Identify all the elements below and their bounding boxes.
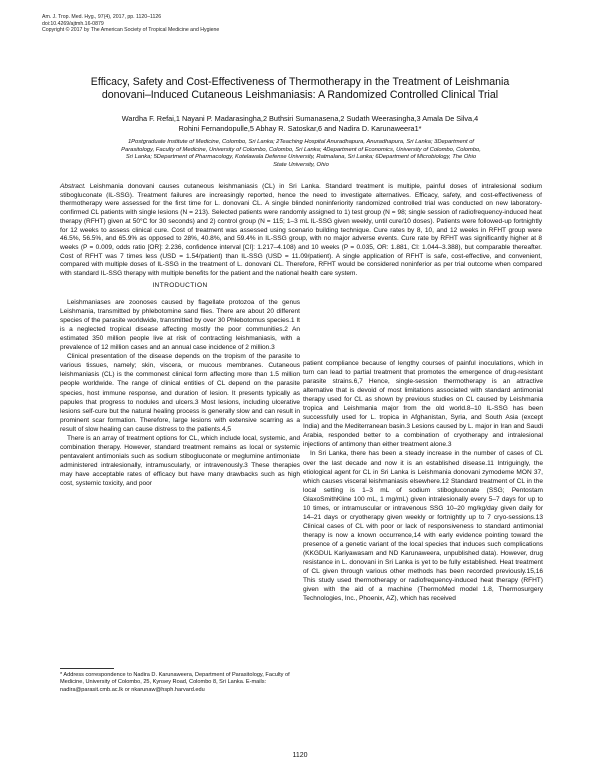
- author-list: [70, 114, 530, 133]
- affiliation-line-3: Sri Lanka; 5Department of Pharmacology, Kotelawala Defense University, Ratmalana, Sri Lanka; 6Department of Microbiology, The Ohio: [125, 154, 477, 161]
- intro-paragraph: Leishmaniases are zoonoses caused by flagellate protozoa of the genus Leishmania, transmitted by phlebotomine sand flies. There are about 20 different species of the parasite worldwide, transmitted by over 30 Phlebotomus species.1 It is a neglected tropical disease affecting mostly the poor communities.2 An estimated 350 million people live at risk of contracting leishmaniasis, with a prevalence of 12 million cases and an annual case incidence of 2 million.3: [60, 299, 300, 352]
- page-number: 1120: [292, 752, 308, 759]
- abstract-label: Abstract.: [60, 183, 86, 190]
- intro-paragraph: In Sri Lanka, there has been a steady increase in the number of cases of CL over the last decade and now it is an established disease.11 Intriguingly, the etiological agent for CL in Sri Lanka is Leishmania donovani zymodeme MON 37, which causes visceral leishmaniasis elsewhere.12 Standard treatment of CL in the local setting is 1–3 mL of sodium stibogluconate (SSG; Pentostam GlaxoSmithKline 100 mL, 1 mg/mL) given intralesionally every 5–7 days for up to 10 times, or intramuscular or intravenous SSG 10–20 mg/kg/day given daily for 14–21 days or cryotherapy given weekly or fortnightly up to 7 cryo-sessions.13 Clinical cases of CL with poor or lack of responsiveness to standard antimonial therapy is now a known occurrence,14 with early evidence pointing toward the presence of a genetic variant of the local species that induces such complications (KKGDUL Kariyawasam and ND Karunaweera, unpublished data). However, drug resistance in L. donovani in Sri Lanka is yet to be fully established. Heat treatment of CL given through various other methods has been recorded previously.15,16 This study used thermotherapy or radiofrequency-induced heat therapy (RFHT) given with the aid of a machine (ThermoMed model 1.8, Thermosurgery Technologies, Inc., Phoenix, AZ), which has received: [303, 450, 543, 603]
- journal-header: [42, 14, 219, 34]
- left-column: [60, 281, 300, 488]
- author-line-1: Wardha F. Refai,1 Nayani P. Madarasingha,2 Buthsiri Sumanasena,2 Sudath Weerasingha,3 Amala De Silva,4: [121, 114, 479, 123]
- title-line-1: Efficacy, Safety and Cost-Effectiveness of Thermotherapy in the Treatment of Leishmania: [90, 76, 510, 88]
- correspondence-footnote: * Address correspondence to Nadira D. Karunaweera, Department of Parasitology, Faculty of Medicine, University of Colombo, 25, Kynsey Road, Colombo 8, Sri Lanka. E-mails: nadira@parasit.cmb.ac.lk or nkarunaw@hsph.harvard.edu: [60, 672, 290, 693]
- affiliation-line-4: State University, Ohio: [273, 162, 329, 169]
- introduction-heading: INTRODUCTION: [152, 282, 208, 289]
- author-line-2: Rohini Fernandopulle,5 Abhay R. Satoskar,6 and Nadira D. Karunaweera1*: [178, 123, 422, 133]
- affiliations: [56, 139, 546, 170]
- journal-citation: Am. J. Trop. Med. Hyg., 97(4), 2017, pp. 1120–1126: [42, 14, 162, 20]
- affiliation-line-2: Parasitology, Faculty of Medicine, University of Colombo, Colombo, Sri Lanka; 4Department of Economics, University of Colombo, Colombo,: [121, 146, 481, 153]
- intro-paragraph: Clinical presentation of the disease depends on the tropism of the parasite to various tissues, namely; skin, viscera, or mucous membranes. Cutaneous leishmaniasis (CL) is the commonest clinical form affecting more than 1.5 million people worldwide. The range of clinical entities of CL depend on the parasite species, host immune response, and duration of lesion. It presents typically as papules that progress to nodules and ulcers.3 Most lesions, including ulcerative lesions self-cure but the natural healing process is generally slow and can result in prominent scar formation. Therefore, large lesions with extensive scarring as a result of slow healing can cause distress to the patients.4,5: [60, 353, 300, 433]
- affiliation-line-1: 1Postgraduate Institute of Medicine, Colombo, Sri Lanka; 2Teaching Hospital Anuradhapura, Anuradhapura, Sri Lanka; 3Department of: [127, 139, 475, 145]
- abstract: [60, 183, 542, 279]
- title-line-2: donovani–Induced Cutaneous Leishmaniasis: A Randomized Controlled Clinical Trial: [101, 89, 499, 101]
- footnote-divider: [60, 668, 114, 669]
- copyright: Copyright © 2017 by The American Society of Tropical Medicine and Hygiene: [42, 27, 220, 34]
- intro-paragraph: There is an array of treatment options for CL, which include local, systemic, and combination therapy. However, standard treatment remains as local or systemic pentavalent antimonials such as sodium stibogluconate or meglumine antimoniate administered intralesionally, intramuscularly, or intravenously.3 These therapies may have acceptable rates of efficacy but have many drawbacks such as high cost, systemic toxicity, and poor: [60, 434, 300, 487]
- doi[interactable]: doi:10.4269/ajtmh.16-0879: [42, 20, 104, 27]
- right-column: [303, 359, 543, 603]
- article-title: [50, 76, 550, 102]
- intro-paragraph-continued: patient compliance because of lengthy courses of painful inoculations, which in turn can lead to partial treatment that promotes the emergence of drug-resistant parasite strains.6,7 Hence, single-session thermotherapy is an attractive alternative that is devoid of most limitations associated with standard antimonial therapy used for CL as shown by previous studies on CL caused by Leishmania tropica and Leishmania major from the old world.8–10 IL-SSG has been successfully used for L. tropica in Afghanistan, Syria, and South Asia (except India) and the Mediterranean basin.3 Lesions caused by L. major in Iran and Saudi Arabia, responded better to a combination of cryotherapy and intralesional injections of antimony than either treatment alone.3: [303, 360, 543, 449]
- abstract-text: Leishmania donovani causes cutaneous leishmaniasis (CL) in Sri Lanka. Standard treatment is multiple, painful doses of intralesional sodium stibogluconate (IL-SSG). Treatment failures are increasingly reported, hence the need to investigate alternatives. Efficacy, safety, and cost-effectiveness of thermotherapy were assessed for the first time for L. donovani CL. A single blinded noninferiority randomized controlled trial was conducted on new laboratory-confirmed CL patients with single lesions (N = 213). Selected patients were randomly assigned to 1) test group (N = 98; single session of radiofrequency-induced heat therapy (RFHT) given at 50°C for 30 seconds) and 2) control group (N = 115; 1–3 mL IL-SSG given weekly, until cure/10 doses). Patients were followed-up fortnightly for 12 weeks to assess clinical cure. Cost of treatment was assessed using scenario building technique. Cure rates by 8, 10, and 12 weeks in RFHT group were 46.5%, 56.5%, and 65.9% as opposed to 28%, 40.8%, and 59.4% in IL-SSG group, with no major adverse events. Cure rate by RFHT was significantly higher at 8 weeks (P = 0.009, odds ratio [OR]: 2.236, confidence interval [CI]: 1.217–4.108) and 10 weeks (P = 0.035, OR: 1.881, CI: 1.044–3.388), but comparable thereafter. Cost of RFHT was 7 times less (USD = 1.54/patient) than IL-SSG (USD = 11.09/patient). A single application of RFHT is safe, cost-effective, and convenient, compared with multiple doses of IL-SSG in the treatment of L. donovani CL. Therefore, RFHT would be considered noninferior as per trial outcome when compared with standard IL-SSG therapy with multiple benefits for the patient and the national health care system.: [60, 183, 542, 278]
